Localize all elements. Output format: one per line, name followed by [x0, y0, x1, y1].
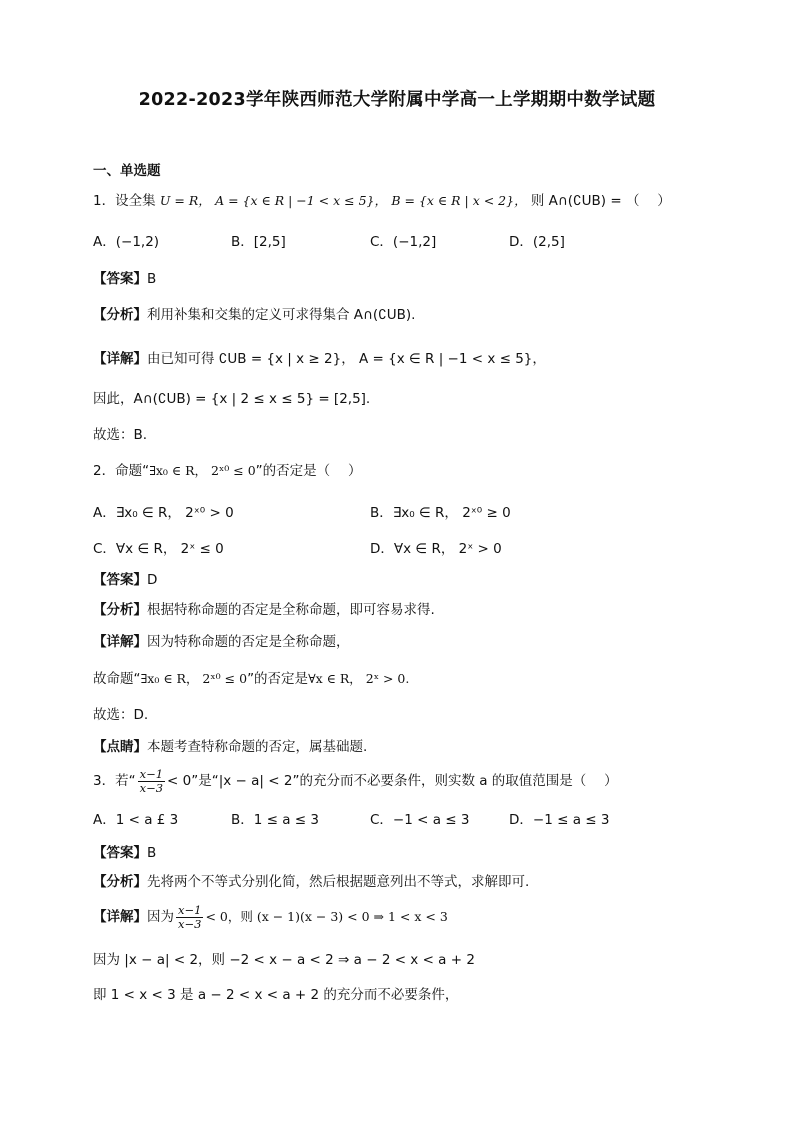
q1-detail-line-2: 因此，A∩(∁UB) = {x | 2 ≤ x ≤ 5} = [2,5]. [93, 391, 371, 407]
q2-detail-math: ∃x₀ ∈ R， 2ˣ⁰ ≤ 0 [140, 671, 248, 686]
analysis-tag: 【分析】 [93, 874, 147, 890]
q1-analysis-text: 利用补集和交集的定义可求得集合 A∩(∁UB). [147, 307, 416, 323]
q3-option-a: A．1 < a £ 3 [93, 812, 179, 828]
q3-stem [93, 766, 618, 796]
q2-option-d: D．∀x ∈ R， 2ˣ > 0 [370, 541, 502, 557]
detail-tag: 【详解】 [93, 909, 147, 925]
q2-analysis-text: 根据特称命题的否定是全称命题，即可容易求得. [147, 602, 435, 618]
q3-stem-lead: 3．若“ [93, 773, 136, 789]
q3-option-b: B．1 ≤ a ≤ 3 [231, 812, 320, 828]
q2-comment-text: 本题考查特称命题的否定，属基础题. [147, 739, 368, 755]
q2-detail-line-1: 因为特称命题的否定是全称命题， [147, 634, 350, 650]
q2-detail-lead: 故命题“ [93, 671, 141, 687]
q2-comment [93, 738, 367, 756]
q1-detail [93, 350, 546, 368]
q1-option-d: D．(2,5] [509, 234, 565, 250]
q2-detail-mid: ”的否定是 [247, 671, 309, 687]
q3-answer [93, 844, 156, 862]
answer-tag: 【答案】 [93, 845, 147, 861]
q3-option-d: D．−1 ≤ a ≤ 3 [509, 812, 610, 828]
q3-detail [93, 902, 448, 932]
q2-detail-line-2 [93, 670, 409, 688]
q3-fraction [138, 768, 165, 795]
document-title: 2022-2023学年陕西师范大学附属中学高一上学期期中数学试题 [138, 90, 656, 110]
comment-tag: 【点睛】 [93, 739, 147, 755]
q1-option-b: B．[2,5] [231, 234, 286, 250]
q2-stem-math: ∃x₀ ∈ R， 2ˣ⁰ ≤ 0 [149, 463, 256, 478]
q1-stem-set-b: B = {x ∈ R | x < 2}， [391, 193, 527, 208]
section-heading: 一、单选题 [93, 163, 161, 179]
q2-option-a: A．∃x₀ ∈ R， 2ˣ⁰ > 0 [93, 505, 234, 521]
q2-answer-value: D [147, 572, 158, 588]
q2-detail-result: ∀x ∈ R， 2ˣ > 0. [308, 671, 410, 686]
q1-stem-set-a: A = {x ∈ R | −1 < x ≤ 5}， [215, 193, 388, 208]
q1-detail-line-1: 由已知可得 ∁UB = {x | x ≥ 2}， A = {x ∈ R | −1 < x ≤ 5}， [147, 351, 546, 367]
q2-stem [93, 462, 361, 480]
q3-detail-line-3: 即 1 < x < 3 是 a − 2 < x < a + 2 的充分而不必要条件， [93, 987, 459, 1003]
q1-analysis [93, 306, 415, 324]
analysis-tag: 【分析】 [93, 307, 147, 323]
q3-analysis [93, 873, 529, 891]
q2-option-b: B．∃x₀ ∈ R， 2ˣ⁰ ≥ 0 [370, 505, 511, 521]
q2-analysis [93, 601, 435, 619]
q3-detail-fraction [176, 904, 203, 931]
q3-option-c: C．−1 < a ≤ 3 [370, 812, 470, 828]
q1-stem-universe: U = R， [159, 193, 211, 208]
q3-detail-line-1: < 0，则 (x − 1)(x − 3) < 0 ⇒ 1 < x < 3 [205, 909, 448, 924]
q3-detail-line-2: 因为 |x − a| < 2，则 −2 < x − a < 2 ⇒ a − 2 < x < a + 2 [93, 952, 475, 968]
q2-answer [93, 571, 157, 589]
q2-stem-lead: 2．命题“ [93, 463, 150, 479]
detail-tag: 【详解】 [93, 351, 147, 367]
q3-analysis-text: 先将两个不等式分别化简，然后根据题意列出不等式，求解即可. [147, 874, 530, 890]
q3-answer-value: B [147, 845, 157, 861]
q1-option-c: C．(−1,2] [370, 234, 437, 250]
q1-answer-value: B [147, 271, 157, 287]
q3-detail-fraction-denominator: x−3 [178, 916, 202, 931]
q2-stem-end: ”的否定是（ ） [255, 463, 362, 479]
answer-tag: 【答案】 [93, 271, 147, 287]
answer-tag: 【答案】 [93, 572, 147, 588]
q1-stem [93, 192, 671, 210]
q3-stem-end: < 0”是“|x − a| < 2”的充分而不必要条件，则实数 a 的取值范围是（ ） [167, 773, 618, 789]
q3-detail-fraction-numerator: x−1 [178, 902, 202, 917]
q3-detail-lead: 因为 [147, 909, 174, 925]
q1-answer [93, 270, 156, 288]
q2-detail [93, 633, 350, 651]
analysis-tag: 【分析】 [93, 602, 147, 618]
q2-choose: 故选：D. [93, 707, 149, 723]
q1-choose: 故选：B. [93, 427, 148, 443]
q3-fraction-denominator: x−3 [139, 780, 164, 795]
q1-stem-lead: 1．设全集 [93, 193, 156, 209]
q1-stem-end: 则 A∩(∁UB) = （ ） [530, 193, 671, 209]
q2-option-c: C．∀x ∈ R， 2ˣ ≤ 0 [93, 541, 224, 557]
q3-fraction-numerator: x−1 [139, 766, 164, 781]
detail-tag: 【详解】 [93, 634, 147, 650]
q1-option-a: A．(−1,2) [93, 234, 160, 250]
